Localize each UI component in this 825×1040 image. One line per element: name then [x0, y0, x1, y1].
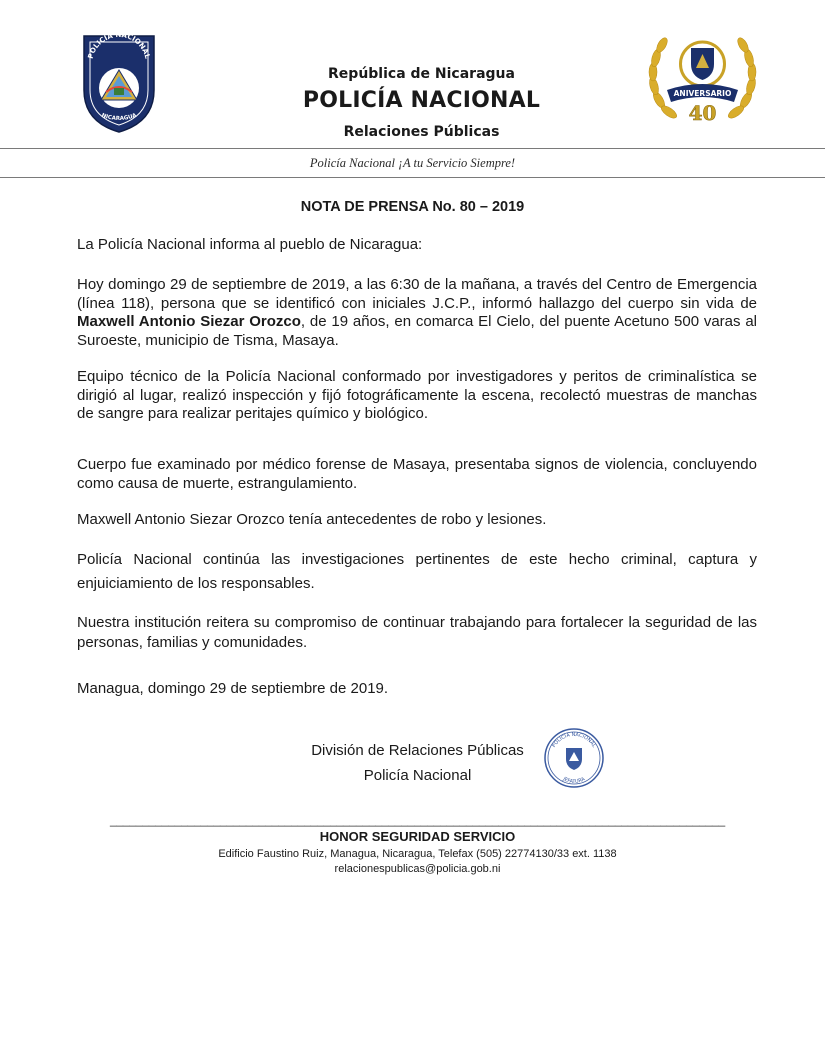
- footer-email: relacionespublicas@policia.gob.ni: [334, 863, 501, 875]
- press-release-title: NOTA DE PRENSA No. 80 – 2019: [300, 199, 525, 215]
- investigation-paragraph: Equipo técnico de la Policía Nacional conformado por investigadores y peritos de criminalística se dirigió al lugar, realizó inspección y fijó fotográficamente la escena, recolectó muestras de manchas de sangre para realizar peritajes químico y biológico.: [77, 368, 757, 422]
- incident-paragraph: [77, 276, 757, 350]
- institution-title: POLICÍA NACIONAL: [302, 88, 541, 113]
- intro-paragraph: La Policía Nacional informa al pueblo de Nicaragua:: [77, 236, 423, 253]
- footer-motto: HONOR SEGURIDAD SERVICIO: [319, 829, 516, 844]
- institution-motto: Policía Nacional ¡A tu Servicio Siempre!: [309, 156, 516, 170]
- svg-text:40: 40: [688, 101, 717, 125]
- victim-name: Maxwell Antonio Siezar Orozco: [77, 313, 301, 330]
- aniversario-40-logo-icon: [645, 30, 760, 130]
- signature-division: División de Relaciones Públicas: [311, 742, 524, 759]
- jefatura-seal-icon: [543, 727, 605, 789]
- republic-title: República de Nicaragua: [328, 66, 515, 82]
- svg-text:ANIVERSARIO: ANIVERSARIO: [673, 89, 732, 98]
- incident-text-after: , de 19 años, en comarca El Cielo, del puente Acetuno 500 varas al Suroeste, municipio de Tisma, Masaya.: [77, 313, 757, 349]
- svg-text:NICARAGUA: NICARAGUA: [100, 112, 138, 123]
- signature-institution: Policía Nacional: [363, 767, 472, 784]
- record-paragraph: Maxwell Antonio Siezar Orozco tenía antecedentes de robo y lesiones.: [77, 511, 547, 528]
- department-title: Relaciones Públicas: [343, 124, 500, 140]
- continuing-investigation-paragraph: Policía Nacional continúa las investigaciones pertinentes de este hecho criminal, captura y enjuiciamiento de los responsables.: [77, 551, 757, 592]
- forensic-paragraph: Cuerpo fue examinado por médico forense de Masaya, presentaba signos de violencia, concluyendo como causa de muerte, estrangulamiento.: [77, 456, 757, 492]
- svg-text:POLICIA NACIONAL: POLICIA NACIONAL: [551, 731, 597, 749]
- policia-nacional-logo-icon: [80, 30, 158, 134]
- footer-address: Edificio Faustino Ruiz, Managua, Nicaragua, Telefax (505) 22774130/33 ext. 1138: [218, 848, 617, 860]
- incident-text-before: Hoy domingo 29 de septiembre de 2019, a las 6:30 de la mañana, a través del Centro de Emergencia (línea 118), persona que se identificó con iniciales J.C.P., informó hallazgo del cuerpo sin vida de: [77, 276, 757, 312]
- commitment-paragraph: Nuestra institución reitera su compromiso de continuar trabajando para fortalecer la seguridad de las personas, familias y comunidades.: [77, 614, 757, 651]
- header-rule-top: [0, 148, 825, 149]
- svg-text:POLICIA NACIONAL: POLICIA NACIONAL: [86, 30, 152, 60]
- footer-separator: _______________________________________________________________________________________________: [109, 813, 725, 827]
- header-rule-bottom: [0, 177, 825, 178]
- svg-text:JEFATURA: JEFATURA: [561, 776, 587, 786]
- place-date: Managua, domingo 29 de septiembre de 2019.: [77, 680, 389, 697]
